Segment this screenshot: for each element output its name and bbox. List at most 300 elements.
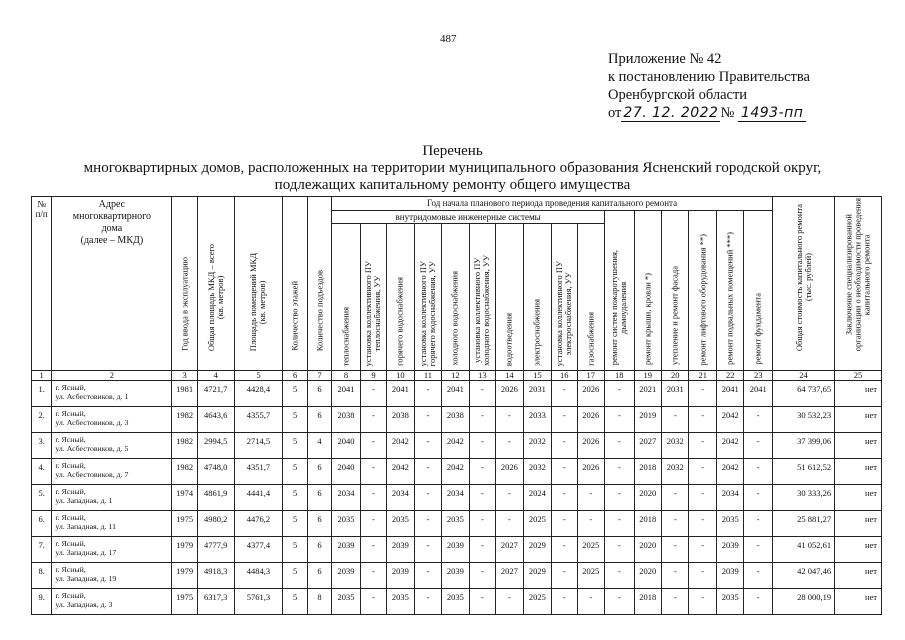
- cell-c11: -: [414, 563, 441, 589]
- header-total-area: [197, 197, 234, 371]
- cell-c13: -: [469, 381, 495, 407]
- cell-entr: 4: [307, 433, 331, 459]
- header-cold-water-meter: [469, 224, 495, 371]
- cell-entr: 8: [307, 589, 331, 615]
- cell-total: 4643,6: [197, 407, 234, 433]
- cell-c17: -: [577, 485, 604, 511]
- cell-c9: -: [360, 511, 386, 537]
- cell-prem: 4377,4: [234, 537, 283, 563]
- cell-cost: 51 612,52: [772, 459, 834, 485]
- cell-c11: -: [414, 407, 441, 433]
- cell-year: 1982: [172, 433, 197, 459]
- cell-c17: 2025: [577, 537, 604, 563]
- cell-c17: 2026: [577, 459, 604, 485]
- cell-c13: -: [469, 511, 495, 537]
- table-row: [32, 537, 882, 563]
- header-cold-water-meter-text: установка коллективного ПУ холодного водоснабжения, УУ: [472, 255, 492, 366]
- cell-c17: 2026: [577, 381, 604, 407]
- cell-total: 4861,9: [197, 485, 234, 511]
- cell-cost: 64 737,65: [772, 381, 834, 407]
- cell-c17: -: [577, 511, 604, 537]
- cell-floors: 5: [283, 485, 307, 511]
- cell-c12: 2035: [442, 589, 469, 615]
- cell-n: 1.: [32, 381, 52, 407]
- cell-entr: 6: [307, 485, 331, 511]
- header-entrances: [307, 197, 331, 371]
- header-floors: [283, 197, 307, 371]
- header-electricity-meter-text: установка коллективного ПУ электроснабжения, УУ: [554, 260, 574, 366]
- cell-c9: -: [360, 459, 386, 485]
- cell-total: 4721,7: [197, 381, 234, 407]
- cell-concl: нет: [835, 537, 882, 563]
- address-street: ул. Западная, д. 1: [55, 496, 113, 505]
- cell-c19: 2018: [634, 511, 661, 537]
- header-hot-water-text: горячего водоснабжения: [394, 277, 405, 366]
- cell-year: 1975: [172, 511, 197, 537]
- table-row: [32, 433, 882, 459]
- cell-year: 1979: [172, 563, 197, 589]
- cell-c18: -: [605, 511, 635, 537]
- cell-cost: 37 399,06: [772, 433, 834, 459]
- cell-c20: 2032: [662, 459, 689, 485]
- cell-c18: -: [605, 381, 635, 407]
- repair-table: [31, 196, 882, 615]
- cell-c9: -: [360, 589, 386, 615]
- cell-c23: 2041: [744, 381, 773, 407]
- header-conclusion: [835, 197, 882, 371]
- cell-c8: 2035: [332, 511, 361, 537]
- cell-c11: -: [414, 381, 441, 407]
- cell-c14: -: [496, 589, 523, 615]
- header-facade: [662, 211, 689, 371]
- address-street: ул. Асбестовиков, д. 5: [55, 444, 129, 453]
- header-engineering-group: внутридомовые инженерные системы: [332, 211, 605, 224]
- cell-c21: -: [689, 589, 716, 615]
- address-city: г. Ясный,: [55, 565, 86, 574]
- cell-c17: 2026: [577, 433, 604, 459]
- cell-total: 4980,2: [197, 511, 234, 537]
- header-conclusion-text: Заключение специализированной организации о необходимости проведения капитального ремонта: [843, 197, 872, 351]
- header-hot-water-meter-text: установка коллективного ПУ горячего водоснабжения, УУ: [417, 260, 437, 366]
- column-number-cell: 19: [634, 371, 661, 381]
- header-sewerage-text: водоотведения: [503, 312, 514, 366]
- address-cell: [52, 485, 172, 511]
- cell-c23: -: [744, 537, 773, 563]
- cell-c13: -: [469, 433, 495, 459]
- cell-concl: нет: [835, 563, 882, 589]
- cell-c12: 2034: [442, 485, 469, 511]
- cell-c11: -: [414, 537, 441, 563]
- title-line-1: Перечень: [422, 143, 483, 159]
- cell-year: 1974: [172, 485, 197, 511]
- header-entrances-text: Количество подъездов: [314, 269, 325, 351]
- cell-year: 1982: [172, 459, 197, 485]
- cell-c18: -: [605, 589, 635, 615]
- column-number-cell: 23: [744, 371, 773, 381]
- cell-c22: 2041: [716, 381, 743, 407]
- cell-c8: 2041: [332, 381, 361, 407]
- header-heating: [332, 224, 361, 371]
- column-number-cell: 3: [172, 371, 197, 381]
- address-city: г. Ясный,: [55, 539, 86, 548]
- cell-c16: -: [552, 381, 577, 407]
- table-row: [32, 511, 882, 537]
- cell-c8: 2039: [332, 537, 361, 563]
- cell-c9: -: [360, 433, 386, 459]
- cell-c8: 2040: [332, 433, 361, 459]
- cell-c9: -: [360, 563, 386, 589]
- column-number-cell: 9: [360, 371, 386, 381]
- cell-c15: 2025: [523, 511, 552, 537]
- cell-concl: нет: [835, 433, 882, 459]
- cell-n: 9.: [32, 589, 52, 615]
- cell-c8: 2035: [332, 589, 361, 615]
- cell-c21: -: [689, 381, 716, 407]
- cell-c16: -: [552, 511, 577, 537]
- cell-c21: -: [689, 511, 716, 537]
- cell-c10: 2041: [387, 381, 414, 407]
- cell-c22: 2035: [716, 589, 743, 615]
- cell-c18: -: [605, 485, 635, 511]
- header-heating-meter-text: установка коллективного ПУ теплоснабжения, УУ: [363, 260, 383, 366]
- cell-c23: -: [744, 589, 773, 615]
- cell-c15: 2032: [523, 459, 552, 485]
- header-roof-text: ремонт крыши, кровли *): [642, 272, 653, 365]
- cell-c18: -: [605, 407, 635, 433]
- column-number-cell: 10: [387, 371, 414, 381]
- cell-c14: 2026: [496, 381, 523, 407]
- cell-c21: -: [689, 433, 716, 459]
- column-number-cell: 22: [716, 371, 743, 381]
- cell-c19: 2020: [634, 563, 661, 589]
- cell-c14: 2027: [496, 563, 523, 589]
- cell-c20: -: [662, 511, 689, 537]
- cell-c23: -: [744, 485, 773, 511]
- cell-c19: 2020: [634, 485, 661, 511]
- header-gas-text: газоснабжения: [585, 312, 596, 366]
- cell-c23: -: [744, 459, 773, 485]
- cell-c10: 2034: [387, 485, 414, 511]
- cell-c13: -: [469, 459, 495, 485]
- cell-c14: -: [496, 433, 523, 459]
- cell-c14: 2026: [496, 459, 523, 485]
- cell-cost: 30 532,23: [772, 407, 834, 433]
- document-title: [0, 143, 905, 194]
- cell-n: 2.: [32, 407, 52, 433]
- cell-c18: -: [605, 459, 635, 485]
- address-city: г. Ясный,: [55, 383, 86, 392]
- header-total-cost: [772, 197, 834, 371]
- cell-floors: 5: [283, 381, 307, 407]
- cell-year: 1979: [172, 537, 197, 563]
- header-heating-meter: [360, 224, 386, 371]
- cell-c8: 2040: [332, 459, 361, 485]
- cell-c12: 2039: [442, 563, 469, 589]
- table-row: [32, 563, 882, 589]
- column-number-cell: 8: [332, 371, 361, 381]
- cell-floors: 5: [283, 511, 307, 537]
- cell-n: 4.: [32, 459, 52, 485]
- cell-c13: -: [469, 407, 495, 433]
- column-number-cell: 6: [283, 371, 307, 381]
- cell-c21: -: [689, 459, 716, 485]
- appendix-line-3: Оренбургской области: [608, 87, 748, 103]
- cell-c13: -: [469, 563, 495, 589]
- cell-entr: 6: [307, 563, 331, 589]
- cell-c22: 2035: [716, 511, 743, 537]
- header-gas: [577, 224, 604, 371]
- cell-concl: нет: [835, 589, 882, 615]
- cell-c20: -: [662, 589, 689, 615]
- cell-prem: 4476,2: [234, 511, 283, 537]
- cell-c11: -: [414, 511, 441, 537]
- table-row: [32, 381, 882, 407]
- column-number-cell: 24: [772, 371, 834, 381]
- address-cell: [52, 407, 172, 433]
- address-city: г. Ясный,: [55, 435, 86, 444]
- address-street: ул. Асбестовиков, д. 3: [55, 418, 129, 427]
- cell-concl: нет: [835, 485, 882, 511]
- column-number-cell: 13: [469, 371, 495, 381]
- cell-c16: -: [552, 485, 577, 511]
- cell-cost: 25 881,27: [772, 511, 834, 537]
- cell-c12: 2042: [442, 459, 469, 485]
- address-cell: [52, 381, 172, 407]
- cell-c15: 2029: [523, 537, 552, 563]
- cell-concl: нет: [835, 407, 882, 433]
- header-premises-area-text: Площадь помещений МКД (кв. метров): [248, 252, 268, 351]
- cell-floors: 5: [283, 407, 307, 433]
- cell-cost: 42 047,46: [772, 563, 834, 589]
- cell-prem: 5761,3: [234, 589, 283, 615]
- header-total-area-text: Общая площадь МКД – всего (кв. метров): [205, 243, 225, 351]
- cell-n: 5.: [32, 485, 52, 511]
- cell-c18: -: [605, 563, 635, 589]
- handwritten-date: 27. 12. 2022: [623, 105, 719, 121]
- header-basement-text: ремонт подвальных помещений ***): [724, 232, 735, 365]
- table-row: [32, 459, 882, 485]
- column-number-cell: 25: [835, 371, 882, 381]
- cell-cost: 28 000,19: [772, 589, 834, 615]
- cell-c12: 2035: [442, 511, 469, 537]
- address-cell: [52, 563, 172, 589]
- cell-c20: -: [662, 563, 689, 589]
- cell-c10: 2035: [387, 589, 414, 615]
- cell-c20: -: [662, 407, 689, 433]
- cell-c13: -: [469, 485, 495, 511]
- cell-c15: 2031: [523, 381, 552, 407]
- header-elevator-text: ремонт лифтового оборудования **): [697, 233, 708, 365]
- cell-c9: -: [360, 381, 386, 407]
- cell-n: 6.: [32, 511, 52, 537]
- cell-c22: 2039: [716, 537, 743, 563]
- header-address: Адрес многоквартирного дома (далее – МКД): [52, 197, 172, 371]
- cell-c21: -: [689, 485, 716, 511]
- cell-c16: -: [552, 459, 577, 485]
- address-cell: [52, 589, 172, 615]
- column-number-cell: 14: [496, 371, 523, 381]
- cell-c21: -: [689, 537, 716, 563]
- cell-c12: 2041: [442, 381, 469, 407]
- cell-floors: 5: [283, 537, 307, 563]
- cell-floors: 5: [283, 589, 307, 615]
- cell-c23: -: [744, 563, 773, 589]
- cell-c23: -: [744, 407, 773, 433]
- cell-n: 3.: [32, 433, 52, 459]
- cell-c19: 2018: [634, 589, 661, 615]
- column-number-cell: 16: [552, 371, 577, 381]
- header-total-cost-text: Общая стоимость капитального ремонта (тыс. рублей): [793, 203, 813, 351]
- cell-n: 7.: [32, 537, 52, 563]
- address-cell: [52, 459, 172, 485]
- address-street: ул. Асбестовиков, д. 1: [55, 392, 129, 401]
- cell-entr: 6: [307, 511, 331, 537]
- cell-c22: 2042: [716, 407, 743, 433]
- cell-c14: -: [496, 485, 523, 511]
- cell-c16: -: [552, 589, 577, 615]
- cell-c15: 2025: [523, 589, 552, 615]
- table-row: [32, 589, 882, 615]
- cell-concl: нет: [835, 459, 882, 485]
- cell-c12: 2042: [442, 433, 469, 459]
- cell-total: 6317,3: [197, 589, 234, 615]
- address-street: ул. Западная, д. 11: [55, 522, 117, 531]
- cell-c10: 2042: [387, 433, 414, 459]
- cell-entr: 6: [307, 459, 331, 485]
- header-fire-systems-text: ремонт систем пожаротушения, дымоудаления: [609, 249, 629, 365]
- cell-c20: -: [662, 537, 689, 563]
- cell-n: 8.: [32, 563, 52, 589]
- cell-prem: 4484,3: [234, 563, 283, 589]
- cell-c13: -: [469, 589, 495, 615]
- column-number-cell: 1: [32, 371, 52, 381]
- cell-c14: -: [496, 407, 523, 433]
- cell-c15: 2033: [523, 407, 552, 433]
- cell-c9: -: [360, 407, 386, 433]
- address-cell: [52, 537, 172, 563]
- address-street: ул. Западная, д. 3: [55, 600, 113, 609]
- header-hot-water: [387, 224, 414, 371]
- header-foundation: [744, 211, 773, 371]
- header-roof: [634, 211, 661, 371]
- cell-c9: -: [360, 537, 386, 563]
- cell-c10: 2042: [387, 459, 414, 485]
- header-period-group: Год начала планового периода проведения капитального ремонта: [332, 197, 773, 211]
- appendix-signature-line: [608, 104, 810, 122]
- cell-c19: 2021: [634, 381, 661, 407]
- cell-c19: 2027: [634, 433, 661, 459]
- cell-concl: нет: [835, 511, 882, 537]
- header-cold-water: [442, 224, 469, 371]
- cell-c16: -: [552, 563, 577, 589]
- cell-c19: 2018: [634, 459, 661, 485]
- cell-floors: 5: [283, 459, 307, 485]
- column-number-cell: 21: [689, 371, 716, 381]
- cell-entr: 6: [307, 407, 331, 433]
- cell-c12: 2039: [442, 537, 469, 563]
- address-street: ул. Западная, д. 17: [55, 548, 117, 557]
- cell-c10: 2038: [387, 407, 414, 433]
- column-number-cell: 4: [197, 371, 234, 381]
- header-floors-text: Количество этажей: [289, 281, 300, 351]
- cell-c17: 2025: [577, 563, 604, 589]
- column-number-cell: 11: [414, 371, 441, 381]
- cell-c14: 2027: [496, 537, 523, 563]
- number-label: №: [720, 105, 735, 121]
- cell-c19: 2019: [634, 407, 661, 433]
- cell-c13: -: [469, 537, 495, 563]
- address-cell: [52, 433, 172, 459]
- header-electricity-text: электроснабжения: [531, 299, 542, 366]
- cell-total: 2994,5: [197, 433, 234, 459]
- cell-c10: 2039: [387, 537, 414, 563]
- cell-cost: 41 052,61: [772, 537, 834, 563]
- appendix-line-1: Приложение № 42: [608, 51, 722, 67]
- cell-entr: 6: [307, 381, 331, 407]
- cell-c22: 2042: [716, 433, 743, 459]
- table-row: [32, 485, 882, 511]
- cell-year: 1982: [172, 407, 197, 433]
- address-cell: [52, 511, 172, 537]
- cell-c19: 2020: [634, 537, 661, 563]
- title-line-2: многоквартирных домов, расположенных на территории муниципального образования Ясненский городской округ,: [83, 160, 822, 176]
- cell-floors: 5: [283, 563, 307, 589]
- cell-c18: -: [605, 433, 635, 459]
- cell-total: 4918,3: [197, 563, 234, 589]
- column-number-cell: 15: [523, 371, 552, 381]
- cell-c21: -: [689, 407, 716, 433]
- header-foundation-text: ремонт фундамента: [752, 293, 763, 365]
- cell-c16: -: [552, 433, 577, 459]
- cell-prem: 4351,7: [234, 459, 283, 485]
- cell-c16: -: [552, 407, 577, 433]
- cell-c17: -: [577, 589, 604, 615]
- cell-year: 1981: [172, 381, 197, 407]
- header-electricity-meter: [552, 224, 577, 371]
- cell-c23: -: [744, 511, 773, 537]
- column-number-cell: 5: [234, 371, 283, 381]
- address-city: г. Ясный,: [55, 513, 86, 522]
- cell-prem: 4441,4: [234, 485, 283, 511]
- header-facade-text: утепление и ремонт фасада: [669, 265, 680, 365]
- page-number: 487: [440, 33, 457, 45]
- address-city: г. Ясный,: [55, 409, 86, 418]
- table-row: [32, 407, 882, 433]
- cell-c18: -: [605, 537, 635, 563]
- address-city: г. Ясный,: [55, 487, 86, 496]
- cell-c23: -: [744, 433, 773, 459]
- header-basement: [716, 211, 743, 371]
- header-year-text: Год ввода в эксплуатацию: [179, 257, 190, 351]
- cell-prem: 4355,7: [234, 407, 283, 433]
- column-number-cell: 20: [662, 371, 689, 381]
- cell-c21: -: [689, 563, 716, 589]
- header-hot-water-meter: [414, 224, 441, 371]
- address-street: ул. Асбестовиков, д. 7: [55, 470, 129, 479]
- header-year: [172, 197, 197, 371]
- cell-c22: 2039: [716, 563, 743, 589]
- from-label: от: [608, 105, 622, 121]
- cell-c22: 2034: [716, 485, 743, 511]
- header-electricity: [523, 224, 552, 371]
- handwritten-number: 1493-пп: [738, 105, 807, 122]
- cell-c22: 2042: [716, 459, 743, 485]
- cell-c11: -: [414, 589, 441, 615]
- cell-c11: -: [414, 485, 441, 511]
- cell-c20: 2031: [662, 381, 689, 407]
- header-heating-text: теплоснабжения: [340, 306, 351, 366]
- cell-c8: 2038: [332, 407, 361, 433]
